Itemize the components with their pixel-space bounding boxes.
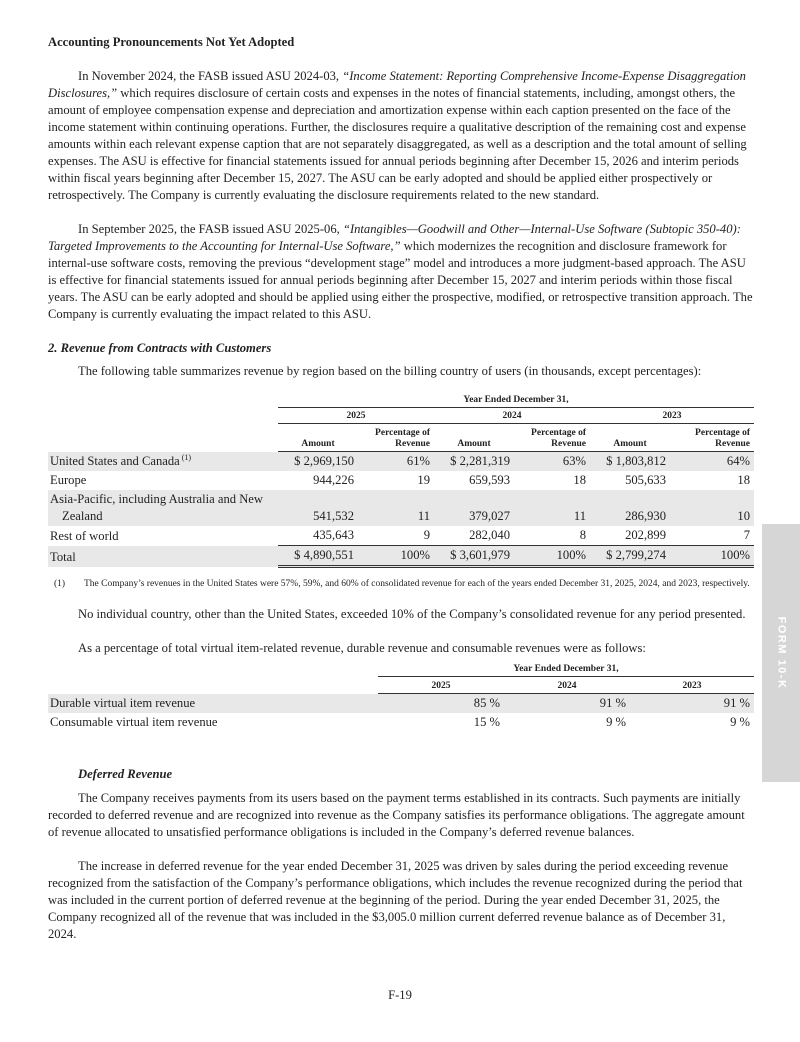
column-header-percentage: Percentage of Revenue — [670, 424, 754, 452]
row-label: Asia-Pacific, including Australia and New Zealand — [48, 490, 278, 526]
amount-cell: 202,899 — [625, 528, 666, 542]
amount-cell: 379,027 — [434, 490, 514, 526]
year-header: 2025 — [278, 408, 434, 424]
percentage-cell: 91 % — [504, 694, 630, 714]
amount-cell: $ 2,281,319 — [434, 452, 514, 472]
percentage-cell: 18 — [573, 473, 586, 487]
footnote — [48, 578, 754, 590]
table-row-total — [48, 546, 754, 567]
durable-intro-paragraph: As a percentage of total virtual item-related revenue, durable revenue and consumable revenues were as follows: — [78, 641, 646, 655]
year-header: 2023 — [590, 408, 754, 424]
percentage-cell: 11 — [514, 490, 590, 526]
percentage-cell: 18 — [737, 473, 750, 487]
durable-consumable-table — [48, 663, 754, 732]
amount-cell: $ 2,799,274 — [590, 546, 670, 567]
table-row — [48, 713, 754, 732]
footnote-text: The Company’s revenues in the United States were 57%, 59%, and 60% of consolidated revenue for each of the years ended December 31, 2025, 2024, and 2023, respectively. — [84, 579, 750, 589]
amount-cell: $ 2,969,150 — [278, 452, 358, 472]
revenue-intro: The following table summarizes revenue by region based on the billing country of users (in thousands, except percentages): — [78, 364, 702, 378]
amount-cell: 541,532 — [278, 490, 358, 526]
period-header: Year Ended December 31, — [278, 394, 754, 408]
period-header: Year Ended December 31, — [378, 663, 754, 677]
row-label: Durable virtual item revenue — [48, 694, 378, 714]
document-page — [48, 34, 754, 943]
section-heading-pronouncements: Accounting Pronouncements Not Yet Adopted — [48, 35, 295, 49]
percentage-cell: 19 — [417, 473, 430, 487]
para-text: In September 2025, the FASB issued ASU 2025-06, — [78, 222, 343, 236]
row-label: United States and Canada $^{(1)}$ — [48, 452, 278, 472]
deferred-paragraph-1: The Company receives payments from its users based on the payment terms established in its contracts. Such payments are initially recorded to deferred revenue and are recognized into revenue as the Company satisfies its performance obligations. The aggregate amount of revenue allocated to unsatisfied performance obligations is included in the Company’s deferred revenue balances. — [48, 791, 745, 839]
year-header: 2024 — [504, 677, 630, 694]
page-number: F-19 — [388, 988, 412, 1002]
percentage-cell: 8 — [579, 528, 586, 542]
column-header-amount: Amount — [590, 424, 670, 452]
percentage-cell: 61% — [358, 452, 434, 472]
table-row — [48, 471, 754, 490]
percentage-cell: 85 % — [378, 694, 504, 714]
para-text: In November 2024, the FASB issued ASU 2024-03, — [78, 69, 343, 83]
percentage-cell: 91 % — [630, 694, 754, 714]
row-label: Europe — [50, 473, 87, 487]
column-header-percentage: Percentage of Revenue — [358, 424, 434, 452]
percentage-cell: 100% — [670, 546, 754, 567]
percentage-cell: 63% — [514, 452, 590, 472]
year-header: 2023 — [630, 677, 754, 694]
percentage-cell: 64% — [670, 452, 754, 472]
year-header: 2024 — [434, 408, 590, 424]
percentage-cell: 15 % — [473, 715, 500, 729]
amount-cell: 505,633 — [625, 473, 666, 487]
table-row — [48, 452, 754, 472]
percentage-cell: 9 % — [606, 715, 626, 729]
percentage-cell: 11 — [358, 490, 434, 526]
no-country-paragraph: No individual country, other than the United States, exceeded 10% of the Company’s consolidated revenue for any period presented. — [78, 607, 746, 621]
percentage-cell: 100% — [358, 546, 434, 567]
deferred-paragraph-2: The increase in deferred revenue for the year ended December 31, 2025 was driven by sales during the period exceeding revenue recognized from the satisfaction of the Company’s performance obligations, which includes the revenue recognized during the period that was included in the current portion of deferred revenue at the beginning of the period. During the year ended December 31, 2025, the Company recognized all of the revenue that was included in the $3,005.0 million current deferred revenue balance as of December 31, 2024. — [48, 859, 743, 941]
percentage-cell: 10 — [670, 490, 754, 526]
para-text: which modernizes the recognition and disclosure framework for internal-use software costs, removing the previous “development stage” model and introduces a more judgment-based approach. The ASU is effective for financial statements issued for annual periods beginning after December 15, 2027 and interim periods within those fiscal years. The ASU can be early adopted and should be applied using either the prospective, modified, or retrospective transition approach. The Company is currently evaluating the impact related to this ASU. — [48, 239, 753, 321]
revenue-table-body — [48, 452, 754, 567]
footnote-number: (1) — [54, 579, 66, 589]
paragraph-asu-2025-06 — [48, 221, 754, 323]
amount-cell: 944,226 — [313, 473, 354, 487]
amount-cell: $ 4,890,551 — [278, 546, 358, 567]
percentage-cell: 9 % — [730, 715, 750, 729]
percentage-cell: 7 — [743, 528, 750, 542]
form-10k-side-tab — [762, 524, 800, 782]
column-header-amount: Amount — [434, 424, 514, 452]
paragraph-asu-2024-03 — [48, 68, 754, 204]
percentage-cell: 9 — [423, 528, 430, 542]
amount-cell: 659,593 — [469, 473, 510, 487]
durable-table-body — [48, 694, 754, 733]
amount-cell: $ 1,803,812 — [590, 452, 670, 472]
deferred-revenue-heading: Deferred Revenue — [78, 767, 173, 781]
para-italic-title: “Income Statement: Reporting Comprehensive Income-Expense Disaggregation Disclosures,” — [48, 69, 746, 100]
row-label: Consumable virtual item revenue — [50, 715, 218, 729]
table-row — [48, 490, 754, 526]
row-label: Rest of world — [50, 528, 119, 543]
side-tab-label: FORM 10-K — [775, 616, 788, 690]
percentage-cell: 100% — [514, 546, 590, 567]
amount-cell: 282,040 — [469, 528, 510, 542]
para-text: which requires disclosure of certain costs and expenses in the notes of financial statements, including, amongst others, the amount of employee compensation expense and depreciation and amortization expense within each caption presented on the face of the income statement within continuing operations. Further, the disclosures require a qualitative description of the remaining cost and expense amounts within each relevant expense caption that are not separately disaggregated, as well as a description and the total amount of selling expenses. The ASU is effective for financial statements issued for annual periods beginning after December 15, 2026 and interim periods within fiscal years beginning after December 15, 2027. The ASU can be early adopted and should be applied either prospectively or retrospectively. The Company is currently evaluating the disclosure requirements related to the new standard. — [48, 86, 747, 202]
amount-cell: $ 3,601,979 — [434, 546, 514, 567]
section-heading-revenue: 2. Revenue from Contracts with Customers — [48, 341, 272, 355]
table-row — [48, 694, 754, 714]
para-italic-title: “Intangibles—Goodwill and Other—Internal-Use Software (Subtopic 350-40): Targeted Improvements to the Accounting for Internal-Use Software,” — [48, 222, 741, 253]
column-header-percentage: Percentage of Revenue — [514, 424, 590, 452]
revenue-by-region-table — [48, 394, 754, 568]
column-header-amount: Amount — [278, 424, 358, 452]
table-row — [48, 526, 754, 546]
amount-cell: 435,643 — [313, 528, 354, 542]
year-header: 2025 — [378, 677, 504, 694]
row-label: Total — [48, 546, 278, 567]
amount-cell: 286,930 — [590, 490, 670, 526]
